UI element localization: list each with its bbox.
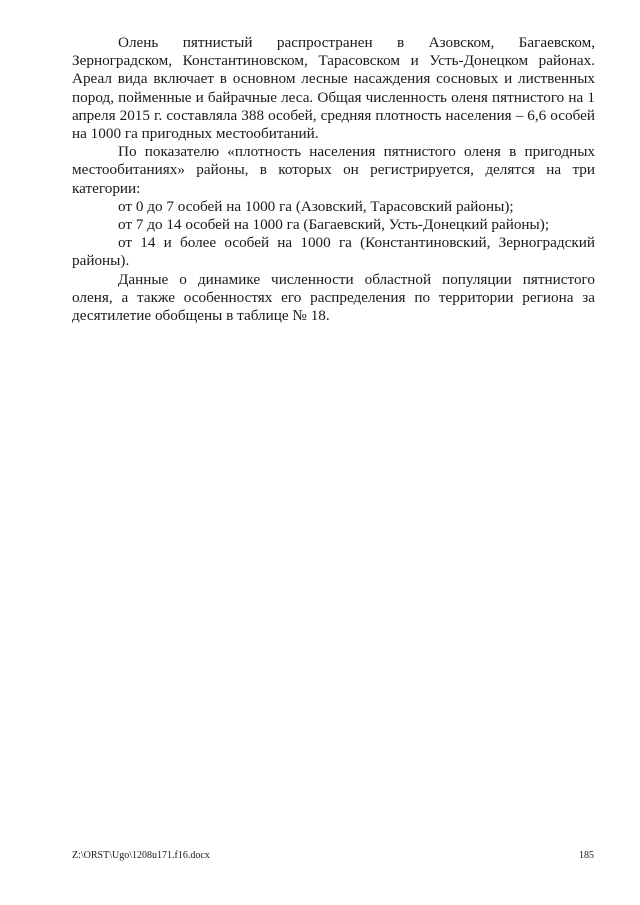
paragraph-category-medium: от 7 до 14 особей на 1000 га (Багаевский, Усть-Донецкий районы); (118, 216, 550, 234)
footer-page-number: 185 (579, 850, 594, 861)
body-text (72, 34, 595, 325)
paragraph-table-reference: Данные о динамике численности областной популяции пятнистого оленя, а также особенностях его распределения по территории региона за десятилетие обобщены в таблице № 18. (72, 270, 595, 325)
paragraph-category-high: от 14 и более особей на 1000 га (Константиновский, Зерноградский районы). (72, 234, 595, 270)
paragraph-category-low: от 0 до 7 особей на 1000 га (Азовский, Тарасовский районы); (118, 197, 514, 215)
paragraph-density-categories-intro: По показателю «плотность населения пятнистого оленя в пригодных местообитаниях» районы, в которых он регистрируется, делятся на три категории: (72, 143, 595, 197)
paragraph-range-description: Олень пятнистый распространен в Азовском, Багаевском, Зерноградском, Константиновском, Тарасовском и Усть-Донецком районах. Ареал вида включает в основном лесные насаждения сосновых и лиственных пород, пойменные и байрачные леса. Общая численность оленя пятнистого на 1 апреля 2015 г. составляла 388 особей, средняя плотность населения – 6,6 особей на 1000 га пригодных местообитаний. (72, 34, 595, 143)
footer-file-path: Z:\ORST\Ugo\1208u171.f16.docx (72, 850, 210, 861)
